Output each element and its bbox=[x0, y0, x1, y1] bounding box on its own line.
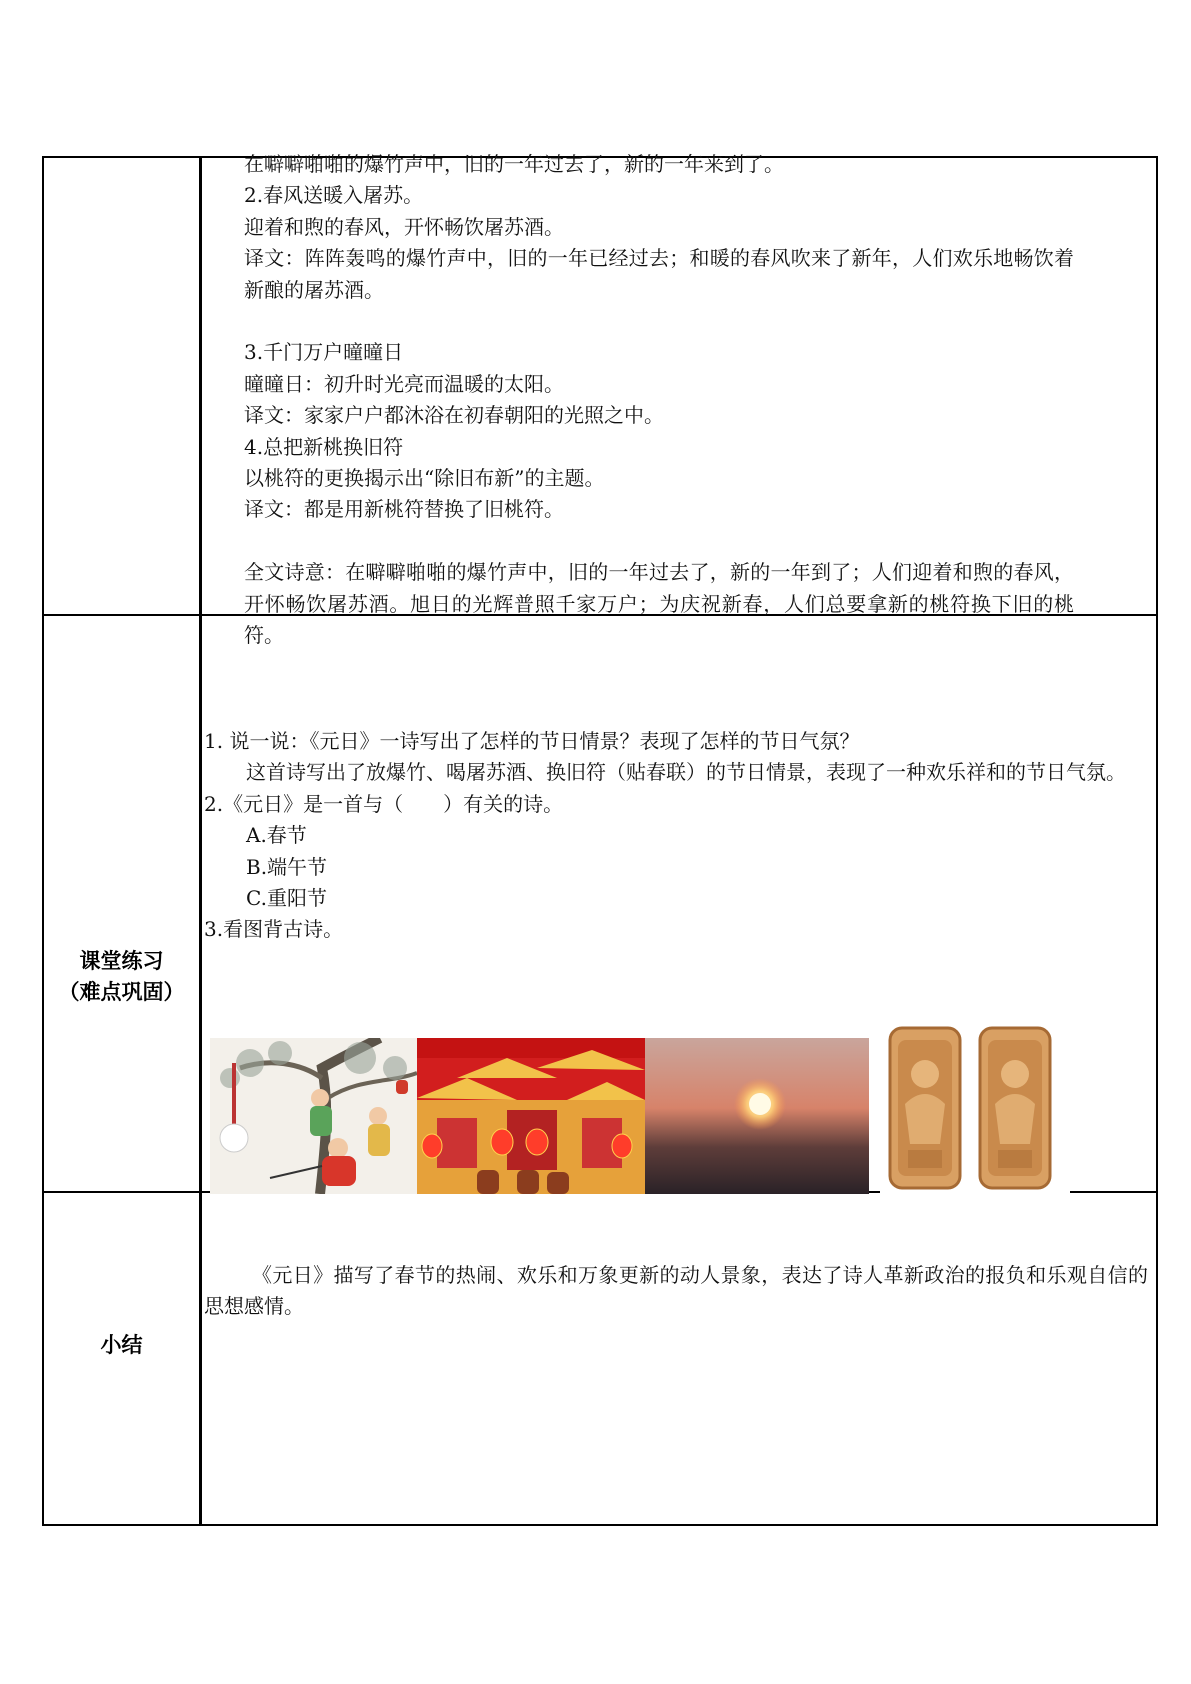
question-2: 2.《元日》是一首与（ ）有关的诗。 bbox=[204, 791, 564, 816]
text-line: 4.总把新桃换旧符 bbox=[244, 434, 404, 459]
practice-label bbox=[44, 946, 199, 1008]
text-line: 译文：都是用新桃符替换了旧桃符。 bbox=[244, 497, 564, 522]
summary-cell bbox=[204, 1260, 1148, 1323]
text-line: 译文：阵阵轰鸣的爆竹声中，旧的一年已经过去；和暖的春风吹来了新年，人们欢乐地畅饮着新酿的屠苏酒。 bbox=[244, 246, 1074, 302]
sunrise-image bbox=[645, 1038, 869, 1194]
question-1: 1. 说一说：《元日》一诗写出了怎样的节日情景？表现了怎样的节日气氛？ bbox=[204, 729, 860, 753]
practice-label-line1: 课堂练习 bbox=[79, 949, 164, 973]
practice-label-line2: （难点巩固） bbox=[58, 980, 185, 1004]
poem-pictures bbox=[210, 1024, 1070, 1194]
option-b: B.端午节 bbox=[246, 854, 328, 879]
text-line: 2.春风送暖入屠苏。 bbox=[244, 183, 424, 208]
lesson-table bbox=[42, 152, 1158, 1526]
text-line: 在噼噼啪啪的爆竹声中，旧的一年过去了，新的一年来到了。 bbox=[244, 152, 784, 176]
festival-lanterns-image bbox=[417, 1038, 645, 1194]
text-line: 以桃符的更换揭示出“除旧布新”的主题。 bbox=[244, 466, 605, 491]
option-c: C.重阳节 bbox=[246, 886, 327, 911]
text-line: 译文：家家户户都沐浴在初春朝阳的光照之中。 bbox=[244, 403, 664, 428]
question-3: 3.看图背古诗。 bbox=[204, 917, 344, 942]
text-line: 3.千门万户曈曈日 bbox=[244, 340, 404, 365]
summary-label: 小结 bbox=[100, 1333, 143, 1357]
summary-text: 《元日》描写了春节的热闹、欢乐和万象更新的动人景象，表达了诗人革新政治的报负和乐观自信的思想感情。 bbox=[204, 1263, 1148, 1319]
answer-1: 这首诗写出了放爆竹、喝屠苏酒、换旧符（贴春联）的节日情景，表现了一种欢乐祥和的节日气氛。 bbox=[246, 760, 1126, 785]
text-line: 迎着和煦的春风，开怀畅饮屠苏酒。 bbox=[244, 214, 564, 239]
translation-cell bbox=[244, 149, 1148, 651]
peach-wood-charm-image bbox=[880, 1024, 1070, 1194]
firecracker-children-image bbox=[210, 1038, 417, 1194]
practice-cell bbox=[204, 726, 1148, 946]
column-divider bbox=[199, 158, 202, 1524]
option-a: A.春节 bbox=[246, 823, 307, 848]
poem-meaning: 全文诗意：在噼噼啪啪的爆竹声中，旧的一年过去了，新的一年到了；人们迎着和煦的春风，开怀畅饮屠苏酒。旭日的光辉普照千家万户；为庆祝新春，人们总要拿新的桃符换下旧的桃符。 bbox=[244, 560, 1074, 648]
text-line: 曈曈日：初升时光亮而温暖的太阳。 bbox=[244, 371, 564, 396]
